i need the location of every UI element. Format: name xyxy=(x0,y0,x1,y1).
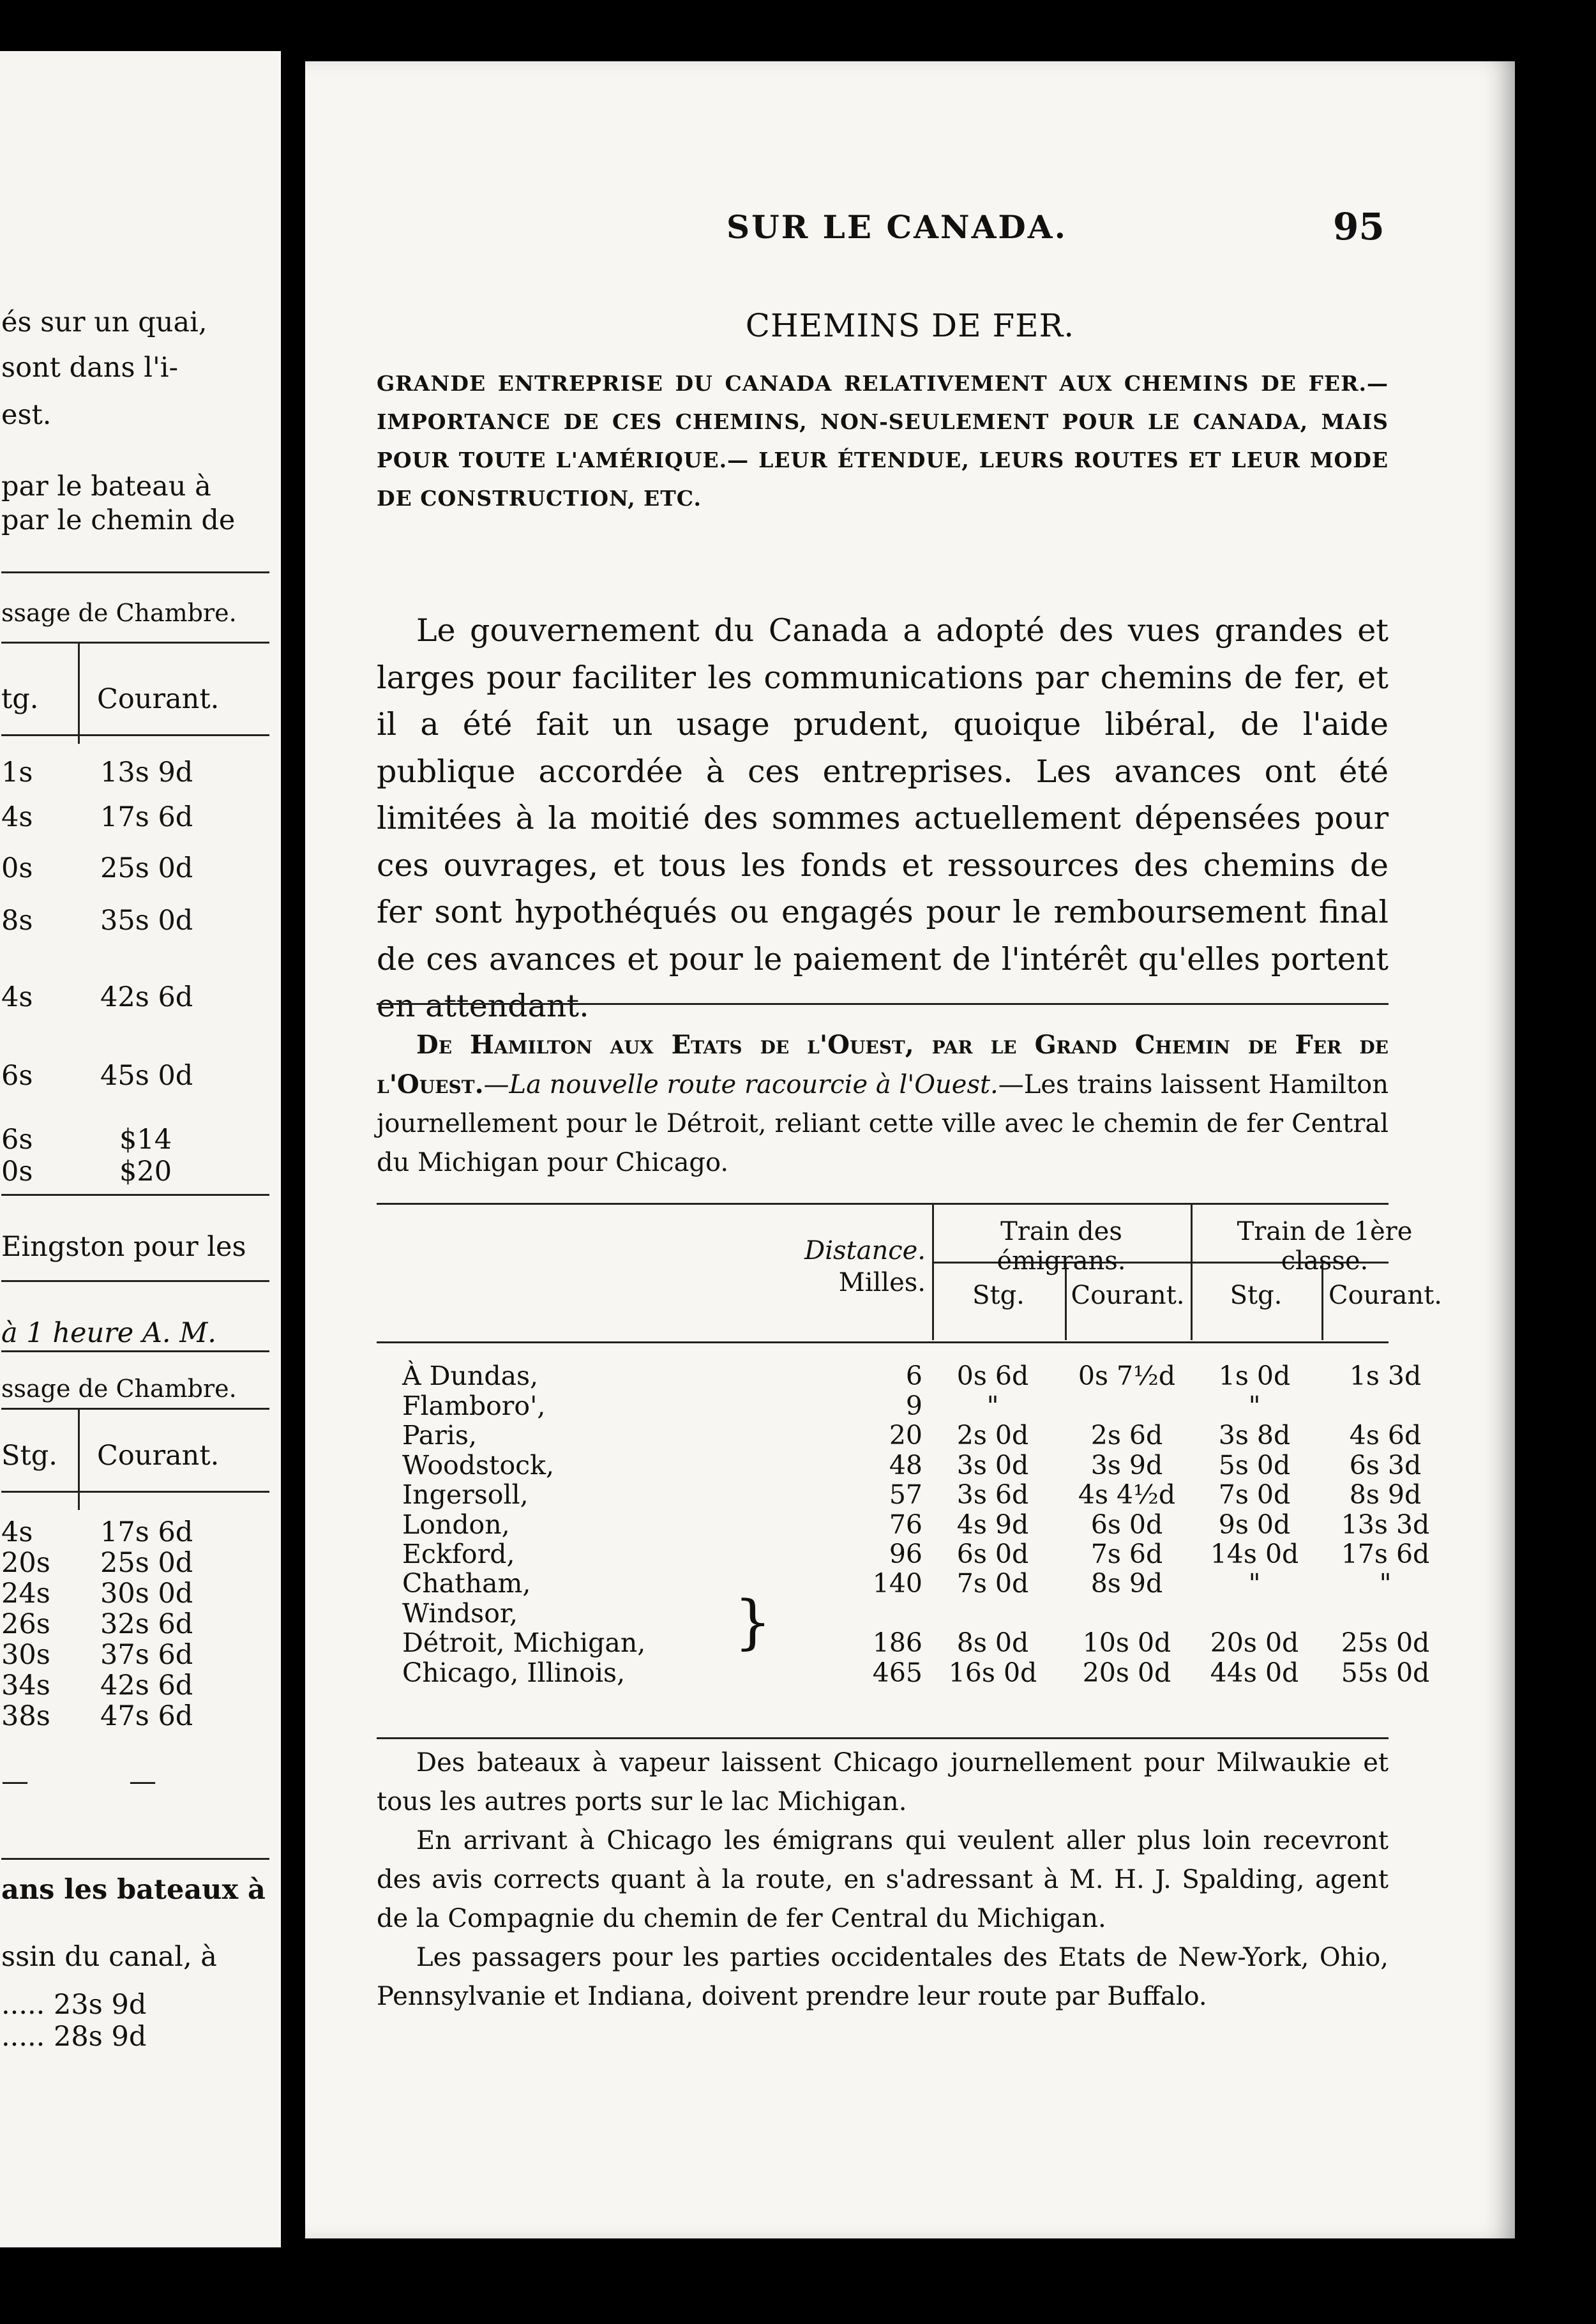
col-courant-emigrants: Courant. xyxy=(1071,1281,1185,1310)
place-cell: Ingersoll, xyxy=(402,1479,529,1510)
left-line: ssage de Chambre. xyxy=(1,1375,237,1403)
fare-cell: 25s 0d xyxy=(1341,1627,1430,1658)
distance-cell: 20 xyxy=(889,1420,922,1451)
fare-cell: 6s 0d xyxy=(956,1539,1029,1569)
fare-cell: 6s 0d xyxy=(1090,1509,1163,1540)
left-line: 47s 6d xyxy=(100,1700,193,1732)
distance-cell: 57 xyxy=(889,1479,922,1510)
fare-cell: 8s 0d xyxy=(956,1627,1029,1658)
fare-cell: 44s 0d xyxy=(1210,1657,1299,1688)
left-line: 38s xyxy=(1,1700,50,1732)
left-line: est. xyxy=(1,399,52,431)
brace-glyph: } xyxy=(734,1588,772,1656)
left-line: 4s xyxy=(1,1516,33,1548)
left-line: 45s 0d xyxy=(100,1060,193,1092)
header-milles: Milles. xyxy=(838,1268,926,1297)
place-cell: Chicago, Illinois, xyxy=(402,1657,626,1688)
distance-cell: 48 xyxy=(889,1450,922,1481)
distance-cell: 140 xyxy=(872,1568,922,1599)
group-emigrants: Train des émigrans. xyxy=(997,1217,1126,1276)
left-line: 0s xyxy=(1,852,33,884)
left-line: 25s 0d xyxy=(100,1547,193,1579)
place-cell: Chatham, xyxy=(402,1568,531,1599)
fare-cell: 9s 0d xyxy=(1218,1509,1291,1540)
fare-cell: 7s 0d xyxy=(1218,1479,1291,1510)
fare-cell: 8s 9d xyxy=(1090,1568,1163,1599)
fare-cell: 4s 6d xyxy=(1349,1420,1422,1451)
left-line: par le chemin de xyxy=(1,504,236,536)
left-line: 42s 6d xyxy=(100,981,193,1013)
left-line: 13s 9d xyxy=(100,757,193,788)
left-line: 30s 0d xyxy=(100,1578,193,1610)
left-line: 6s xyxy=(1,1060,33,1092)
distance-cell: 9 xyxy=(905,1391,922,1421)
left-line: 1s xyxy=(1,757,33,788)
distance-cell: 186 xyxy=(872,1627,922,1658)
fare-cell: 16s 0d xyxy=(948,1657,1037,1688)
col-stg-first: Stg. xyxy=(1230,1281,1283,1310)
left-line: ..... 23s 9d xyxy=(1,1989,147,2021)
route-note: De Hamilton aux Etats de l'Ouest, par le Grand Chemin de Fer de l'Ouest.—La nouvelle route racourcie à l'Ouest.—Les trains laissent Hamilton journellement pour le Détroit, reliant cette ville avec le chemin de fer Central du Michigan pour Chicago. xyxy=(377,1030,1389,1177)
left-line: 8s xyxy=(1,905,33,937)
place-cell: Détroit, Michigan, xyxy=(402,1627,646,1658)
left-line: 42s 6d xyxy=(100,1670,193,1701)
left-line: ans les bateaux à xyxy=(1,1874,266,1906)
col-courant-first: Courant. xyxy=(1329,1281,1442,1310)
fare-cell: 1s 0d xyxy=(1218,1361,1291,1391)
left-line: 20s xyxy=(1,1547,50,1579)
place-cell: Windsor, xyxy=(402,1598,518,1629)
fare-cell: 17s 6d xyxy=(1341,1539,1430,1569)
left-line: — xyxy=(129,1765,156,1797)
footnotes xyxy=(377,1744,1389,2016)
place-cell: London, xyxy=(402,1509,510,1540)
left-line: 37s 6d xyxy=(100,1639,193,1671)
fare-cell: 14s 0d xyxy=(1210,1539,1299,1569)
left-line: 4s xyxy=(1,801,33,833)
fare-cell: 3s 6d xyxy=(956,1479,1029,1510)
fare-cell: " xyxy=(1248,1568,1261,1599)
fare-cell: 4s 4½d xyxy=(1078,1479,1176,1510)
running-head: SUR LE CANADA. xyxy=(726,208,1067,246)
left-line: Courant. xyxy=(97,1440,220,1472)
distance-cell: 465 xyxy=(872,1657,922,1688)
header-distance: Distance. xyxy=(804,1236,926,1265)
left-line: par le bateau à xyxy=(1,471,211,502)
fare-cell: 0s 6d xyxy=(956,1361,1029,1391)
left-line: és sur un quai, xyxy=(1,306,207,338)
left-line: — xyxy=(1,1765,29,1797)
fare-table xyxy=(377,1191,1442,1715)
left-line: 32s 6d xyxy=(100,1608,193,1640)
left-line: 4s xyxy=(1,981,33,1013)
left-line: 25s 0d xyxy=(100,852,193,884)
fare-cell: 6s 3d xyxy=(1349,1450,1422,1481)
left-line: 17s 6d xyxy=(100,1516,193,1548)
left-line: 30s xyxy=(1,1639,50,1671)
fare-cell: 20s 0d xyxy=(1210,1627,1299,1658)
fare-cell: 7s 6d xyxy=(1090,1539,1163,1569)
fare-cell: " xyxy=(1379,1568,1392,1599)
left-line: 34s xyxy=(1,1670,50,1701)
left-line: 17s 6d xyxy=(100,801,193,833)
left-line: Eingston pour les xyxy=(1,1231,246,1263)
route-italic: La nouvelle route racourcie à l'Ouest. xyxy=(509,1070,998,1099)
left-line: 6s xyxy=(1,1124,33,1156)
left-line: 26s xyxy=(1,1608,50,1640)
fare-cell: 55s 0d xyxy=(1341,1657,1430,1688)
fare-cell: 1s 3d xyxy=(1349,1361,1422,1391)
left-line: Stg. xyxy=(1,1440,57,1472)
route-text: Les trains laissent Hamilton journellement pour le Détroit, reliant cette ville avec le chemin de fer Central du Michigan pour Chicago. xyxy=(377,1070,1389,1177)
fare-cell: 2s 0d xyxy=(956,1420,1029,1451)
left-line: ssin du canal, à xyxy=(1,1941,217,1973)
fare-cell: 20s 0d xyxy=(1082,1657,1171,1688)
fare-cell: 4s 9d xyxy=(956,1509,1029,1540)
left-line: tg. xyxy=(1,683,39,715)
distance-cell: 76 xyxy=(889,1509,922,1540)
section-title: CHEMINS DE FER. xyxy=(745,307,1075,344)
left-line: $14 xyxy=(119,1124,172,1156)
main-page xyxy=(305,61,1515,2238)
left-line: 35s 0d xyxy=(100,905,193,937)
left-line: 0s xyxy=(1,1156,33,1188)
fare-cell: 3s 8d xyxy=(1218,1420,1291,1451)
col-stg-emigrants: Stg. xyxy=(972,1281,1025,1310)
left-line: $20 xyxy=(119,1156,172,1188)
group-first-class: Train de 1ère classe. xyxy=(1237,1217,1413,1276)
distance-cell: 6 xyxy=(905,1361,922,1391)
fare-cell: " xyxy=(986,1391,999,1421)
fare-cell: 3s 0d xyxy=(956,1450,1029,1481)
place-cell: Woodstock, xyxy=(402,1450,555,1481)
section-rule xyxy=(377,1003,1389,1005)
fare-cell: 3s 9d xyxy=(1090,1450,1163,1481)
fare-cell: 10s 0d xyxy=(1082,1627,1171,1658)
chapter-summary: GRANDE ENTREPRISE DU CANADA RELATIVEMENT AUX CHEMINS DE FER.— IMPORTANCE DE CES CHEMINS, NON-SEULEMENT POUR LE CANADA, MAIS POUR TOUTE L'AMÉRIQUE.— LEUR ÉTENDUE, LEURS ROUTES ET LEUR MODE DE CONSTRUCTION, ETC. xyxy=(377,371,1389,511)
fare-cell: 8s 9d xyxy=(1349,1479,1422,1510)
fare-cell: 0s 7½d xyxy=(1078,1361,1176,1391)
left-line: ssage de Chambre. xyxy=(1,599,237,627)
distance-cell: 96 xyxy=(889,1539,922,1569)
left-line: à 1 heure A. M. xyxy=(1,1317,216,1349)
route-heading: De Hamilton aux Etats de l'Ouest, par le Grand Chemin de Fer de l'Ouest. xyxy=(377,1030,1389,1099)
footnote-paragraph: Des bateaux à vapeur laissent Chicago journellement pour Milwaukie et tous les autres ports sur le lac Michigan. xyxy=(377,1748,1389,1816)
page-number: 95 xyxy=(1333,205,1385,248)
fare-cell: " xyxy=(1248,1391,1261,1421)
place-cell: Flamboro', xyxy=(402,1391,546,1421)
fare-cell: 7s 0d xyxy=(956,1568,1029,1599)
body-paragraph: Le gouvernement du Canada a adopté des vues grandes et larges pour faciliter les communications par chemins de fer, et il a été fait un usage prudent, quoique libéral, de l'aide publique accordée à ces entreprises. Les avances ont été limitées à la moitié des sommes actuellement dépensées pour ces ouvrages, et tous les fonds et ressources des chemins de fer sont hypothéqués ou engagés pour le remboursement final de ces avances et pour le paiement de l'intérêt qu'elles portent en attendant. xyxy=(377,612,1389,1024)
footnote-paragraph: Les passagers pour les parties occidentales des Etats de New-York, Ohio, Pennsylvanie et Indiana, doivent prendre leur route par Buffalo. xyxy=(377,1943,1389,2011)
place-cell: À Dundas, xyxy=(402,1361,539,1391)
fare-cell: 5s 0d xyxy=(1218,1450,1291,1481)
left-line: sont dans l'i- xyxy=(1,352,179,384)
fare-cell: 2s 6d xyxy=(1090,1420,1163,1451)
fare-cell: 13s 3d xyxy=(1341,1509,1430,1540)
left-line: 24s xyxy=(1,1578,50,1610)
place-cell: Eckford, xyxy=(402,1539,515,1569)
place-cell: Paris, xyxy=(402,1420,477,1451)
left-line: ..... 28s 9d xyxy=(1,2021,147,2053)
left-line: Courant. xyxy=(97,683,220,715)
footnote-paragraph: En arrivant à Chicago les émigrans qui veulent aller plus loin recevront des avis corrects quant à la route, en s'adressant à M. H. J. Spalding, agent de la Compagnie du chemin de fer Central du Michigan. xyxy=(377,1826,1389,1933)
left-facing-page xyxy=(0,51,281,2247)
